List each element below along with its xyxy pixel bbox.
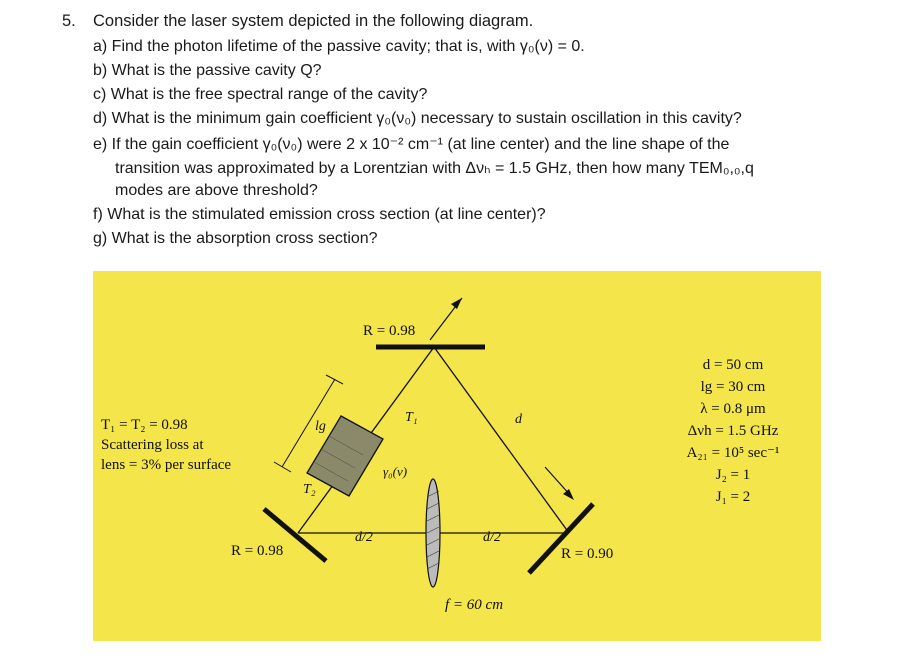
problem-intro: Consider the laser system depicted in the following diagram. — [93, 12, 534, 30]
arrowhead-top — [451, 298, 462, 309]
part-c: c) What is the free spectral range of the cavity? — [93, 86, 428, 103]
problem-number: 5. — [62, 12, 76, 30]
label-T2: T₂ — [303, 482, 316, 497]
note-scatter-2: lens = 3% per surface — [101, 457, 232, 473]
label-mirror-right: R = 0.90 — [561, 546, 614, 562]
label-focal-length: f = 60 cm — [445, 597, 504, 613]
note-scatter-1: Scattering loss at — [101, 437, 204, 453]
param-lg: lg = 30 cm — [700, 379, 766, 395]
laser-diagram — [93, 271, 821, 641]
part-a: a) Find the photon lifetime of the passive cavity; that is, with γ₀(ν) = 0. — [93, 38, 585, 55]
label-d: d — [515, 412, 522, 427]
part-d: d) What is the minimum gain coefficient γ₀(ν₀) necessary to sustain oscillation in this cavity? — [93, 110, 742, 127]
param-lambda: λ = 0.8 μm — [700, 401, 766, 417]
label-T1: T₁ — [405, 410, 418, 425]
part-b: b) What is the passive cavity Q? — [93, 62, 322, 79]
lg-tick-top — [326, 375, 343, 384]
param-linewidth: Δνh = 1.5 GHz — [687, 423, 779, 439]
diagram-svg — [93, 271, 821, 641]
label-half-right: d/2 — [483, 530, 501, 545]
part-e-line3: modes are above threshold? — [115, 182, 318, 199]
arrowhead-right — [563, 489, 574, 500]
part-e-line1: e) If the gain coefficient γ₀(ν₀) were 2 x 10⁻² cm⁻¹ (at line center) and the line shape of the — [93, 136, 730, 153]
lens — [426, 479, 440, 587]
parameter-list — [687, 357, 780, 505]
note-transmission: T₁ = T₂ = 0.98 — [101, 417, 188, 433]
part-f: f) What is the stimulated emission cross section (at line center)? — [93, 206, 546, 223]
part-g: g) What is the absorption cross section? — [93, 230, 378, 247]
param-J1: J₁ = 2 — [715, 489, 751, 505]
label-half-left: d/2 — [355, 530, 373, 545]
label-lg: lg — [315, 419, 326, 434]
param-A21: A₂₁ = 10⁵ sec⁻¹ — [686, 445, 780, 461]
param-J2: J₂ = 1 — [715, 467, 751, 483]
param-d: d = 50 cm — [702, 357, 764, 373]
mirror-right — [529, 504, 593, 573]
label-mirror-top: R = 0.98 — [363, 323, 416, 339]
beam-right-arm — [434, 347, 569, 533]
label-gain: γ₀(ν) — [383, 464, 408, 479]
label-mirror-left: R = 0.98 — [231, 543, 284, 559]
lg-tick-bottom — [274, 462, 291, 472]
part-e-line2: transition was approximated by a Lorentzian with Δνₕ = 1.5 GHz, then how many TEM₀,₀,q — [115, 160, 754, 177]
